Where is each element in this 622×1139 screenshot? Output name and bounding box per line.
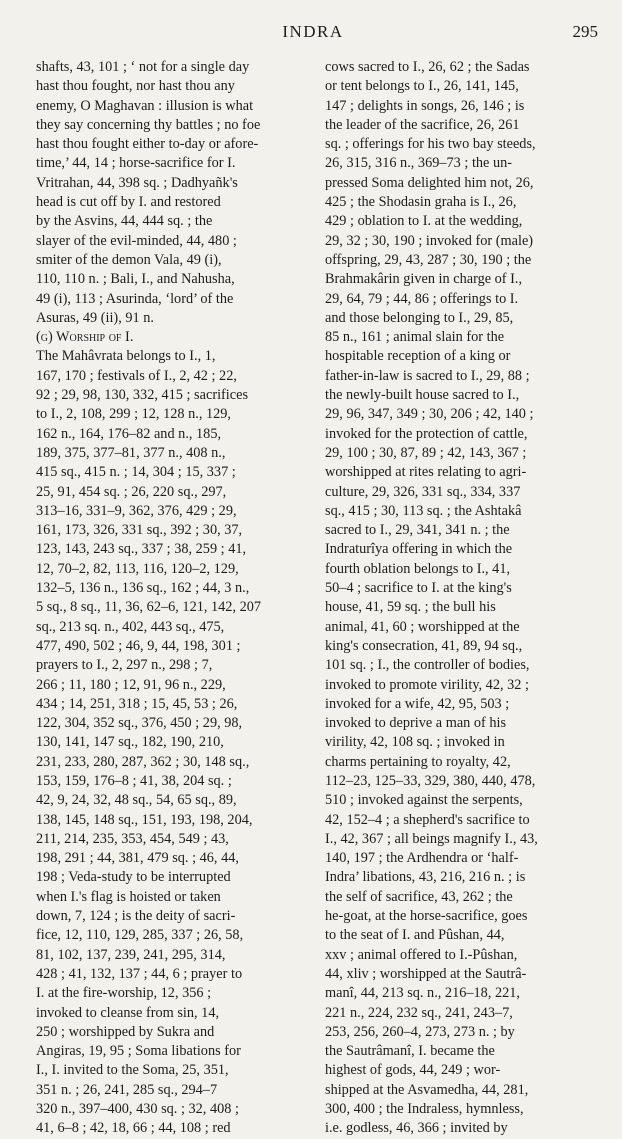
text-line: Indraturîya offering in which the xyxy=(325,541,513,558)
text-line: Asuras, 49 (ii), 91 n. xyxy=(36,309,154,326)
text-line: 25, 91, 454 sq. ; 26, 220 sq., 297, xyxy=(36,483,227,500)
text-line: fice, 12, 110, 129, 285, 337 ; 26, 58, xyxy=(36,927,244,944)
text-line: invoked to deprive a man of his xyxy=(325,715,507,732)
text-line: slayer of the evil-minded, 44, 480 ; xyxy=(36,232,237,249)
text-line: hast thou fought either to-day or afore- xyxy=(36,136,259,153)
text-line: 49 (i), 113 ; Asurinda, ‘lord’ of the xyxy=(36,290,234,307)
text-line: sq., 213 sq. n., 402, 443 sq., 475, xyxy=(36,618,225,635)
text-line: the leader of the sacrifice, 26, 261 xyxy=(325,116,520,133)
right-column xyxy=(325,58,599,1139)
text-line: 231, 233, 280, 287, 362 ; 30, 148 sq., xyxy=(36,753,250,770)
text-line: 211, 214, 235, 353, 454, 549 ; 43, xyxy=(36,830,229,847)
text-line: 161, 173, 326, 331 sq., 392 ; 30, 37, xyxy=(36,522,243,539)
text-line: house, 41, 59 sq. ; the bull his xyxy=(325,599,496,616)
text-line: 351 n. ; 26, 241, 285 sq., 294–7 xyxy=(36,1081,218,1098)
text-line: shafts, 43, 101 ; ‘ not for a single day xyxy=(36,59,250,75)
text-line: 130, 141, 147 sq., 182, 190, 210, xyxy=(36,734,224,751)
text-line: prayers to I., 2, 297 n., 298 ; 7, xyxy=(36,657,213,674)
text-line: to the seat of I. and Pûshan, 44, xyxy=(325,927,505,944)
text-line: time,’ 44, 14 ; horse-sacrifice for I. xyxy=(36,155,236,172)
text-line: smiter of the demon Vala, 49 (i), xyxy=(36,251,222,268)
text-line: 29, 32 ; 30, 190 ; invoked for (male) xyxy=(325,232,534,249)
text-line: 110, 110 n. ; Bali, I., and Nahusha, xyxy=(36,271,235,288)
text-line: king's consecration, 41, 89, 94 sq., xyxy=(325,637,523,654)
text-line: 510 ; invoked against the serpents, xyxy=(325,792,523,809)
text-line: 29, 100 ; 30, 87, 89 ; 42, 143, 367 ; xyxy=(325,444,527,461)
text-line: pressed Soma delighted him not, 26, xyxy=(325,174,534,191)
text-line: 189, 375, 377–81, 377 n., 408 n., xyxy=(36,444,226,461)
running-title: INDRA xyxy=(282,22,344,41)
text-line: the newly-built house sacred to I., xyxy=(325,387,520,404)
text-line: or tent belongs to I., 26, 141, 145, xyxy=(325,78,519,95)
text-line: 266 ; 11, 180 ; 12, 91, 96 n., 229, xyxy=(36,676,226,693)
text-line: i.e. godless, 46, 366 ; invited by xyxy=(325,1120,508,1137)
text-line: 42, 9, 24, 32, 48 sq., 54, 65 sq., 89, xyxy=(36,792,237,809)
text-line: I. at the fire-worship, 12, 356 ; xyxy=(36,985,212,1002)
text-line: highest of gods, 44, 249 ; wor- xyxy=(325,1062,501,1079)
text-line: 44, xliv ; worshipped at the Sautrâ- xyxy=(325,965,527,982)
text-line: 138, 145, 148 sq., 151, 193, 198, 204, xyxy=(36,811,253,828)
text-line: invoked to cleanse from sin, 14, xyxy=(36,1004,220,1021)
text-line: culture, 29, 326, 331 sq., 334, 337 xyxy=(325,483,521,500)
text-line: 167, 170 ; festivals of I., 2, 42 ; 22, xyxy=(36,367,237,384)
text-line: sq., 415 ; 30, 113 sq. ; the Ashtakâ xyxy=(325,502,522,519)
text-line: 162 n., 164, 176–82 and n., 185, xyxy=(36,425,222,442)
text-line: Angiras, 19, 95 ; Soma libations for xyxy=(36,1043,241,1060)
text-line: 147 ; delights in songs, 26, 146 ; is xyxy=(325,97,525,114)
text-line: 320 n., 397–400, 430 sq. ; 32, 408 ; xyxy=(36,1101,239,1118)
text-line: worshipped at rites relating to agri- xyxy=(325,464,527,481)
text-line: the self of sacrifice, 43, 262 ; the xyxy=(325,888,513,905)
page-number: 295 xyxy=(572,22,598,41)
text-line: 221 n., 224, 232 sq., 241, 243–7, xyxy=(325,1004,513,1021)
text-line: 122, 304, 352 sq., 376, 450 ; 29, 98, xyxy=(36,715,243,732)
text-line: animal, 41, 60 ; worshipped at the xyxy=(325,618,520,635)
text-line: 101 sq. ; I., the controller of bodies, xyxy=(325,657,530,674)
text-line: I., 42, 367 ; all beings magnify I., 43, xyxy=(325,830,538,847)
text-line: sacred to I., 29, 341, 341 n. ; the xyxy=(325,522,510,539)
text-line: I., I. invited to the Soma, 25, 351, xyxy=(36,1062,229,1079)
text-line: 198 ; Veda-study to be interrupted xyxy=(36,869,231,886)
text-line: Vritrahan, 44, 398 sq. ; Dadhyañk's xyxy=(36,174,238,191)
text-line: invoked for the protection of cattle, xyxy=(325,425,528,442)
text-line: Indra’ libations, 43, 216, 216 n. ; is xyxy=(325,869,526,886)
text-line: hast thou fought, nor hast thou any xyxy=(36,78,235,95)
text-line: cows sacred to I., 26, 62 ; the Sadas xyxy=(325,59,530,75)
text-line: enemy, O Maghavan : illusion is what xyxy=(36,97,254,114)
text-line: 5 sq., 8 sq., 11, 36, 62–6, 121, 142, 207 xyxy=(36,599,262,616)
text-line: 428 ; 41, 132, 137 ; 44, 6 ; prayer to xyxy=(36,965,243,982)
text-line: The Mahâvrata belongs to I., 1, xyxy=(36,348,216,365)
text-line: and those belonging to I., 29, 85, xyxy=(325,309,514,326)
text-line: 140, 197 ; the Ardhendra or ‘half- xyxy=(325,850,519,867)
text-line: hospitable reception of a king or xyxy=(325,348,511,365)
text-line: invoked for a wife, 42, 95, 503 ; xyxy=(325,695,510,712)
text-line: virility, 42, 108 sq. ; invoked in xyxy=(325,734,505,751)
text-line: 123, 143, 243 sq., 337 ; 38, 259 ; 41, xyxy=(36,541,247,558)
text-line: when I.'s flag is hoisted or taken xyxy=(36,888,221,905)
text-line: (g) Worship of I. xyxy=(36,329,134,346)
text-line: 429 ; oblation to I. at the wedding, xyxy=(325,213,523,230)
text-line: 85 n., 161 ; animal slain for the xyxy=(325,329,505,346)
text-line: Brahmakârin given in charge of I., xyxy=(325,271,523,288)
text-line: 132–5, 136 n., 136 sq., 162 ; 44, 3 n., xyxy=(36,580,250,597)
text-line: 415 sq., 415 n. ; 14, 304 ; 15, 337 ; xyxy=(36,464,236,481)
text-line: invoked to promote virility, 42, 32 ; xyxy=(325,676,529,693)
text-line: manî, 44, 213 sq. n., 216–18, 221, xyxy=(325,985,520,1002)
text-line: 92 ; 29, 98, 130, 332, 415 ; sacrifices xyxy=(36,387,249,404)
text-line: sq. ; offerings for his two bay steeds, xyxy=(325,136,536,153)
text-line: by the Asvins, 44, 444 sq. ; the xyxy=(36,213,213,230)
text-line: 112–23, 125–33, 329, 380, 440, 478, xyxy=(325,772,536,789)
text-line: fourth oblation belongs to I., 41, xyxy=(325,560,511,577)
text-line: 425 ; the Shodasin graha is I., 26, xyxy=(325,194,517,211)
text-line: to I., 2, 108, 299 ; 12, 128 n., 129, xyxy=(36,406,231,423)
text-line: 26, 315, 316 n., 369–73 ; the un- xyxy=(325,155,513,172)
text-line: 81, 102, 137, 239, 241, 295, 314, xyxy=(36,946,226,963)
text-line: 29, 96, 347, 349 ; 30, 206 ; 42, 140 ; xyxy=(325,406,534,423)
text-line: offspring, 29, 43, 287 ; 30, 190 ; the xyxy=(325,251,532,268)
text-line: shipped at the Asvamedha, 44, 281, xyxy=(325,1081,529,1098)
text-line: 198, 291 ; 44, 381, 479 sq. ; 46, 44, xyxy=(36,850,239,867)
text-line: 434 ; 14, 251, 318 ; 15, 45, 53 ; 26, xyxy=(36,695,238,712)
text-line: 250 ; worshipped by Sukra and xyxy=(36,1023,215,1040)
text-line: 41, 6–8 ; 42, 18, 66 ; 44, 108 ; red xyxy=(36,1120,231,1137)
text-line: 29, 64, 79 ; 44, 86 ; offerings to I. xyxy=(325,290,519,307)
text-line: head is cut off by I. and restored xyxy=(36,194,221,211)
text-line: down, 7, 124 ; is the deity of sacri- xyxy=(36,908,236,925)
text-line: 300, 400 ; the Indraless, hymnless, xyxy=(325,1101,524,1118)
text-line: the Sautrâmanî, I. became the xyxy=(325,1043,495,1060)
text-line: 12, 70–2, 82, 113, 116, 120–2, 129, xyxy=(36,560,239,577)
text-line: xxv ; animal offered to I.-Pûshan, xyxy=(325,946,518,963)
left-column xyxy=(36,58,310,1139)
text-line: charms pertaining to royalty, 42, xyxy=(325,753,511,770)
text-line: they say concerning thy battles ; no foe xyxy=(36,116,261,133)
text-line: he-goat, at the horse-sacrifice, goes xyxy=(325,908,528,925)
text-line: father-in-law is sacred to I., 29, 88 ; xyxy=(325,367,530,384)
text-line: 477, 490, 502 ; 46, 9, 44, 198, 301 ; xyxy=(36,637,241,654)
text-line: 50–4 ; sacrifice to I. at the king's xyxy=(325,580,512,597)
text-line: 42, 152–4 ; a shepherd's sacrifice to xyxy=(325,811,530,828)
text-line: 313–16, 331–9, 362, 376, 429 ; 29, xyxy=(36,502,237,519)
page-header xyxy=(28,22,598,44)
text-line: 253, 256, 260–4, 273, 273 n. ; by xyxy=(325,1023,515,1040)
text-line: 153, 159, 176–8 ; 41, 38, 204 sq. ; xyxy=(36,772,232,789)
